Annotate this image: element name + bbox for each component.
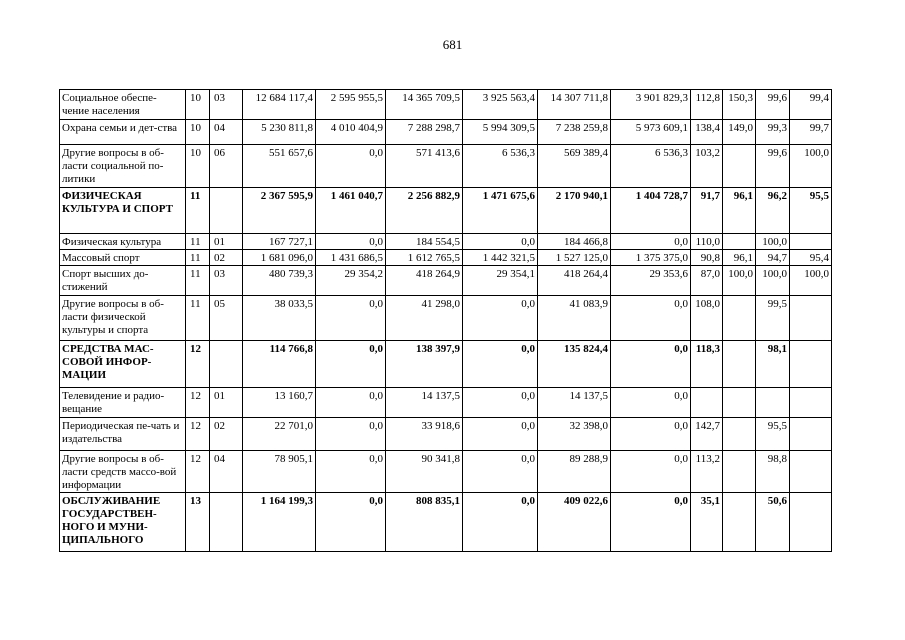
- table-row: [60, 418, 832, 451]
- table-row: [60, 493, 832, 552]
- value-cell: 6 536,3: [463, 145, 538, 188]
- value-cell: 90,8: [691, 250, 723, 266]
- subsection-code-cell: 02: [210, 250, 243, 266]
- value-cell: 114 766,8: [243, 341, 316, 388]
- value-cell: 22 701,0: [243, 418, 316, 451]
- value-cell: 99,6: [756, 145, 790, 188]
- row-name-cell: ОБСЛУЖИВАНИЕ ГОСУДАРСТВЕН-НОГО И МУНИ-ЦИПАЛЬНОГО: [60, 493, 186, 552]
- value-cell: 1 461 040,7: [316, 188, 386, 234]
- table-row: [60, 145, 832, 188]
- row-name-cell: Спорт высших до-стижений: [60, 266, 186, 296]
- table-row: [60, 90, 832, 120]
- value-cell: 3 925 563,4: [463, 90, 538, 120]
- subsection-code-cell: 03: [210, 90, 243, 120]
- value-cell: [790, 341, 832, 388]
- value-cell: 78 905,1: [243, 451, 316, 493]
- value-cell: 0,0: [316, 296, 386, 341]
- value-cell: 3 901 829,3: [611, 90, 691, 120]
- value-cell: 0,0: [463, 341, 538, 388]
- value-cell: 0,0: [316, 234, 386, 250]
- value-cell: 2 256 882,9: [386, 188, 463, 234]
- value-cell: 13 160,7: [243, 388, 316, 418]
- value-cell: 0,0: [463, 296, 538, 341]
- table-row: [60, 451, 832, 493]
- value-cell: 100,0: [790, 145, 832, 188]
- value-cell: 4 010 404,9: [316, 120, 386, 145]
- value-cell: 138 397,9: [386, 341, 463, 388]
- budget-table: [59, 89, 832, 552]
- row-name-cell: Охрана семьи и дет-ства: [60, 120, 186, 145]
- section-code-cell: 11: [186, 234, 210, 250]
- value-cell: [691, 388, 723, 418]
- subsection-code-cell: 04: [210, 451, 243, 493]
- value-cell: 14 137,5: [538, 388, 611, 418]
- row-name-cell: Периодическая пе-чать и издательства: [60, 418, 186, 451]
- value-cell: 89 288,9: [538, 451, 611, 493]
- section-code-cell: 11: [186, 188, 210, 234]
- value-cell: [790, 234, 832, 250]
- table-row: [60, 388, 832, 418]
- value-cell: 138,4: [691, 120, 723, 145]
- section-code-cell: 12: [186, 451, 210, 493]
- row-name-cell: Социальное обеспе-чение населения: [60, 90, 186, 120]
- value-cell: [756, 388, 790, 418]
- value-cell: 5 994 309,5: [463, 120, 538, 145]
- value-cell: 14 365 709,5: [386, 90, 463, 120]
- value-cell: 167 727,1: [243, 234, 316, 250]
- row-name-cell: Телевидение и радио-вещание: [60, 388, 186, 418]
- value-cell: 1 164 199,3: [243, 493, 316, 552]
- value-cell: 99,3: [756, 120, 790, 145]
- value-cell: 103,2: [691, 145, 723, 188]
- value-cell: 571 413,6: [386, 145, 463, 188]
- value-cell: [790, 296, 832, 341]
- table-row: [60, 296, 832, 341]
- value-cell: 0,0: [316, 493, 386, 552]
- value-cell: 99,5: [756, 296, 790, 341]
- value-cell: 0,0: [611, 418, 691, 451]
- value-cell: 95,4: [790, 250, 832, 266]
- section-code-cell: 10: [186, 145, 210, 188]
- value-cell: 1 404 728,7: [611, 188, 691, 234]
- value-cell: [790, 451, 832, 493]
- value-cell: 0,0: [463, 418, 538, 451]
- value-cell: 94,7: [756, 250, 790, 266]
- subsection-code-cell: 05: [210, 296, 243, 341]
- value-cell: 100,0: [790, 266, 832, 296]
- value-cell: 7 288 298,7: [386, 120, 463, 145]
- value-cell: 2 170 940,1: [538, 188, 611, 234]
- value-cell: 38 033,5: [243, 296, 316, 341]
- section-code-cell: 12: [186, 341, 210, 388]
- row-name-cell: Массовый спорт: [60, 250, 186, 266]
- value-cell: 29 354,1: [463, 266, 538, 296]
- section-code-cell: 11: [186, 296, 210, 341]
- value-cell: 5 230 811,8: [243, 120, 316, 145]
- value-cell: 480 739,3: [243, 266, 316, 296]
- value-cell: 108,0: [691, 296, 723, 341]
- subsection-code-cell: [210, 493, 243, 552]
- value-cell: 118,3: [691, 341, 723, 388]
- value-cell: 100,0: [756, 234, 790, 250]
- value-cell: 96,1: [723, 250, 756, 266]
- value-cell: 14 137,5: [386, 388, 463, 418]
- value-cell: 0,0: [463, 388, 538, 418]
- value-cell: 100,0: [756, 266, 790, 296]
- row-name-cell: ФИЗИЧЕСКАЯ КУЛЬТУРА И СПОРТ: [60, 188, 186, 234]
- value-cell: 41 298,0: [386, 296, 463, 341]
- value-cell: 569 389,4: [538, 145, 611, 188]
- value-cell: 135 824,4: [538, 341, 611, 388]
- value-cell: 1 681 096,0: [243, 250, 316, 266]
- value-cell: [723, 341, 756, 388]
- row-name-cell: Другие вопросы в об-ласти социальной по-литики: [60, 145, 186, 188]
- value-cell: 29 353,6: [611, 266, 691, 296]
- value-cell: 0,0: [463, 451, 538, 493]
- value-cell: 1 375 375,0: [611, 250, 691, 266]
- table-row: [60, 120, 832, 145]
- subsection-code-cell: 01: [210, 388, 243, 418]
- value-cell: 1 612 765,5: [386, 250, 463, 266]
- value-cell: 149,0: [723, 120, 756, 145]
- value-cell: 1 471 675,6: [463, 188, 538, 234]
- table-row: [60, 188, 832, 234]
- value-cell: 32 398,0: [538, 418, 611, 451]
- value-cell: 99,4: [790, 90, 832, 120]
- value-cell: 5 973 609,1: [611, 120, 691, 145]
- section-code-cell: 12: [186, 418, 210, 451]
- value-cell: [790, 493, 832, 552]
- value-cell: 418 264,9: [386, 266, 463, 296]
- value-cell: [790, 418, 832, 451]
- value-cell: 0,0: [611, 296, 691, 341]
- value-cell: 95,5: [756, 418, 790, 451]
- value-cell: 7 238 259,8: [538, 120, 611, 145]
- value-cell: 98,8: [756, 451, 790, 493]
- section-code-cell: 11: [186, 250, 210, 266]
- value-cell: 95,5: [790, 188, 832, 234]
- value-cell: 87,0: [691, 266, 723, 296]
- value-cell: 50,6: [756, 493, 790, 552]
- row-name-cell: Другие вопросы в об-ласти средств массо-вой информации: [60, 451, 186, 493]
- value-cell: [723, 296, 756, 341]
- value-cell: 112,8: [691, 90, 723, 120]
- section-code-cell: 13: [186, 493, 210, 552]
- subsection-code-cell: 02: [210, 418, 243, 451]
- value-cell: 1 431 686,5: [316, 250, 386, 266]
- value-cell: 0,0: [611, 451, 691, 493]
- row-name-cell: СРЕДСТВА МАС-СОВОЙ ИНФОР-МАЦИИ: [60, 341, 186, 388]
- value-cell: 418 264,4: [538, 266, 611, 296]
- value-cell: [790, 388, 832, 418]
- value-cell: 0,0: [316, 451, 386, 493]
- value-cell: 96,1: [723, 188, 756, 234]
- subsection-code-cell: 01: [210, 234, 243, 250]
- value-cell: 184 554,5: [386, 234, 463, 250]
- subsection-code-cell: [210, 188, 243, 234]
- page-number: 681: [442, 37, 463, 52]
- value-cell: 33 918,6: [386, 418, 463, 451]
- subsection-code-cell: 04: [210, 120, 243, 145]
- value-cell: 96,2: [756, 188, 790, 234]
- value-cell: [723, 145, 756, 188]
- value-cell: [723, 493, 756, 552]
- value-cell: 1 527 125,0: [538, 250, 611, 266]
- value-cell: 113,2: [691, 451, 723, 493]
- value-cell: 0,0: [463, 493, 538, 552]
- value-cell: 0,0: [463, 234, 538, 250]
- value-cell: [723, 418, 756, 451]
- value-cell: 409 022,6: [538, 493, 611, 552]
- value-cell: [723, 388, 756, 418]
- subsection-code-cell: [210, 341, 243, 388]
- value-cell: 184 466,8: [538, 234, 611, 250]
- table-row: [60, 266, 832, 296]
- value-cell: 99,7: [790, 120, 832, 145]
- value-cell: 0,0: [611, 341, 691, 388]
- value-cell: 551 657,6: [243, 145, 316, 188]
- value-cell: [723, 451, 756, 493]
- subsection-code-cell: 03: [210, 266, 243, 296]
- value-cell: 6 536,3: [611, 145, 691, 188]
- row-name-cell: Другие вопросы в об-ласти физической культуры и спорта: [60, 296, 186, 341]
- value-cell: 0,0: [611, 388, 691, 418]
- value-cell: 29 354,2: [316, 266, 386, 296]
- section-code-cell: 12: [186, 388, 210, 418]
- value-cell: 0,0: [611, 493, 691, 552]
- value-cell: 0,0: [611, 234, 691, 250]
- value-cell: 0,0: [316, 418, 386, 451]
- value-cell: 110,0: [691, 234, 723, 250]
- value-cell: 142,7: [691, 418, 723, 451]
- value-cell: 35,1: [691, 493, 723, 552]
- value-cell: 0,0: [316, 388, 386, 418]
- section-code-cell: 11: [186, 266, 210, 296]
- value-cell: 0,0: [316, 341, 386, 388]
- table-row: [60, 234, 832, 250]
- row-name-cell: Физическая культура: [60, 234, 186, 250]
- subsection-code-cell: 06: [210, 145, 243, 188]
- section-code-cell: 10: [186, 120, 210, 145]
- value-cell: 90 341,8: [386, 451, 463, 493]
- value-cell: 14 307 711,8: [538, 90, 611, 120]
- table-row: [60, 250, 832, 266]
- value-cell: 41 083,9: [538, 296, 611, 341]
- value-cell: 0,0: [316, 145, 386, 188]
- section-code-cell: 10: [186, 90, 210, 120]
- value-cell: 1 442 321,5: [463, 250, 538, 266]
- value-cell: 99,6: [756, 90, 790, 120]
- value-cell: 2 595 955,5: [316, 90, 386, 120]
- value-cell: 98,1: [756, 341, 790, 388]
- value-cell: [723, 234, 756, 250]
- value-cell: 2 367 595,9: [243, 188, 316, 234]
- value-cell: 91,7: [691, 188, 723, 234]
- value-cell: 808 835,1: [386, 493, 463, 552]
- value-cell: 100,0: [723, 266, 756, 296]
- value-cell: 150,3: [723, 90, 756, 120]
- value-cell: 12 684 117,4: [243, 90, 316, 120]
- table-row: [60, 341, 832, 388]
